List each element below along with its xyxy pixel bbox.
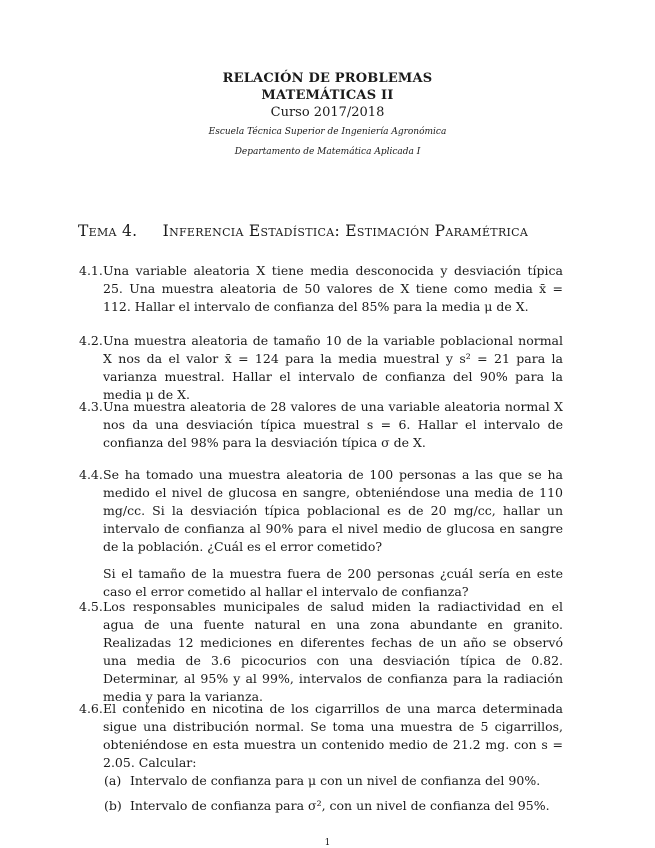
problem-text: Una muestra aleatoria de tamaño 10 de la variable poblacional normal X nos da el valor x̄ = 124 para la media muestral y s² = 21 para la varianza muestral. Hallar el intervalo de confianza del 90% para la media μ de X. [103,333,563,402]
problem-4-5 [79,598,563,706]
problem-text: Una variable aleatoria X tiene media desconocida y desviación típica 25. Una muestra aleatoria de 50 valores de X tiene como media x̄ = 112. Hallar el intervalo de confianza del 85% para la media μ de X. [103,263,563,314]
problem-text: El contenido en nicotina de los cigarrillos de una marca determinada sigue una distribución normal. Se toma una muestra de 5 cigarrillos, obteniéndose en esta muestra un contenido medio de 21.2 mg. con s = 2.05. Calcular: [103,701,563,770]
department-name: Departamento de Matemática Aplicada I [234,147,421,157]
problem-number: 4.4. [79,467,103,482]
problem-4-4 [79,466,563,601]
problem-4-3 [79,398,563,452]
problem-text: Se ha tomado una muestra aleatoria de 100 personas a las que se ha medido el nivel de glucosa en sangre, obteniéndose una media de 110 mg/cc. Si la desviación típica poblacional es de 20 mg/cc, hallar un intervalo de confianza al 90% para el nivel medio de glucosa en sangre de la población. ¿Cuál es el error cometido? [103,467,563,554]
page-number: 1 [324,838,331,848]
subitem-label: (a) [104,773,122,788]
problem-number: 4.2. [79,333,103,348]
topic-heading [78,222,528,240]
subitem-b [104,797,550,815]
problem-number: 4.1. [79,263,103,278]
title-line-1: RELACIÓN DE PROBLEMAS [222,71,433,86]
problem-4-6 [79,700,563,772]
problem-number: 4.3. [79,399,103,414]
problem-followup-text: Si el tamaño de la muestra fuera de 200 personas ¿cuál sería en este caso el error cometido al hallar el intervalo de confianza? [103,566,563,599]
subitem-text: Intervalo de confianza para μ con un nivel de confianza del 90%. [129,773,541,788]
school-name: Escuela Técnica Superior de Ingeniería Agronómica [208,127,447,137]
subitem-text: Intervalo de confianza para σ², con un nivel de confianza del 95%. [129,798,550,813]
subitem-label: (b) [104,798,122,813]
topic-title: Inferencia Estadística: Estimación Paramétrica [162,222,529,240]
subitem-a [104,772,540,790]
problem-number: 4.6. [79,701,103,716]
problem-4-1 [79,262,563,316]
problem-number: 4.5. [79,599,103,614]
problem-4-2 [79,332,563,404]
topic-number: Tema 4. [78,222,138,240]
title-line-2: MATEMÁTICAS II [261,88,394,103]
course-year: Curso 2017/2018 [270,105,385,120]
problem-text: Una muestra aleatoria de 28 valores de una variable aleatoria normal X nos da una desviación típica muestral s = 6. Hallar el intervalo de confianza del 98% para la desviación típica σ de X. [103,399,563,450]
problem-text: Los responsables municipales de salud miden la radiactividad en el agua de una fuente natural en una zona abundante en granito. Realizadas 12 mediciones en diferentes fechas de un año se observó una media de 3.6 picocurios con una desviación típica de 0.82. Determinar, al 95% y al 99%, intervalos de confianza para la radiación media y para la varianza. [103,599,563,704]
document-header [0,70,655,162]
